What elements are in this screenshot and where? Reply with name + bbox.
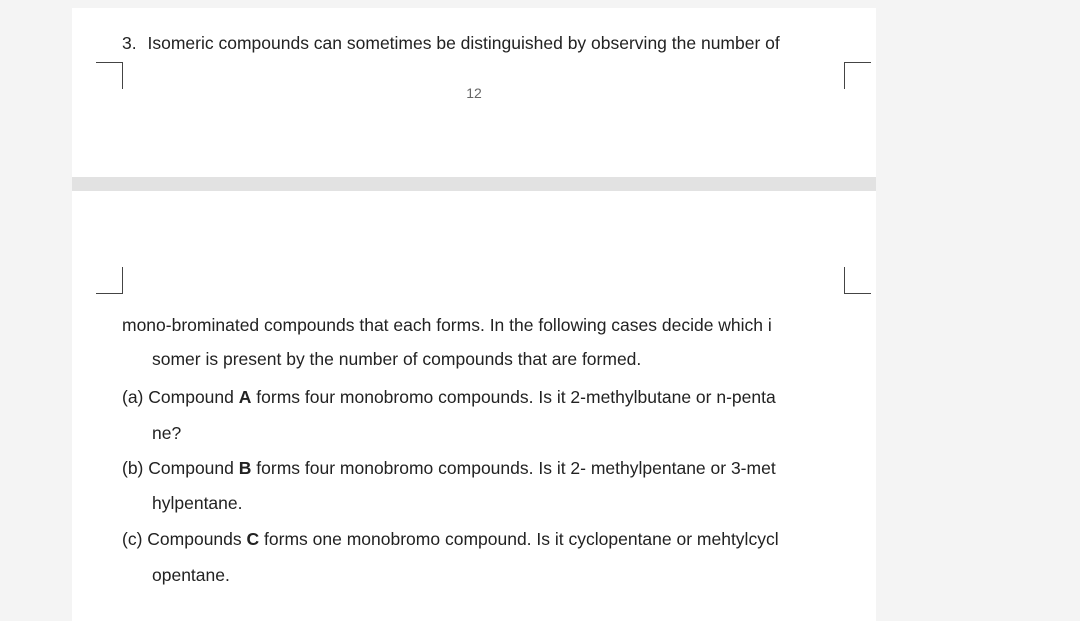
part-b-prefix: Compound bbox=[148, 458, 234, 478]
question-intro-line-2: mono-brominated compounds that each forms. In the following cases decide which i bbox=[122, 315, 772, 335]
part-a-line-1 bbox=[122, 387, 776, 408]
part-a-compound: A bbox=[238, 387, 252, 407]
page-number: 12 bbox=[466, 85, 482, 101]
part-c-line-1 bbox=[122, 529, 779, 550]
part-c-line-2: opentane. bbox=[152, 565, 230, 585]
part-a-label: (a) bbox=[122, 387, 144, 407]
part-c-prefix: Compounds bbox=[147, 529, 242, 549]
part-b-line-1 bbox=[122, 458, 776, 479]
page-break-separator bbox=[72, 177, 876, 191]
part-a-prefix: Compound bbox=[148, 387, 234, 407]
crop-mark-bottom-right bbox=[844, 267, 871, 294]
part-c-compound: C bbox=[246, 529, 260, 549]
document-page-top bbox=[72, 8, 876, 177]
question-number: 3. bbox=[122, 33, 137, 53]
part-b-line-2: hylpentane. bbox=[152, 493, 243, 513]
document-page-bottom bbox=[72, 191, 876, 621]
part-a-text: forms four monobromo compounds. Is it 2-methylbutane or n-penta bbox=[256, 387, 776, 407]
part-b-label: (b) bbox=[122, 458, 144, 478]
part-b-text: forms four monobromo compounds. Is it 2- methylpentane or 3-met bbox=[256, 458, 776, 478]
part-c-text: forms one monobromo compound. Is it cyclopentane or mehtylcycl bbox=[264, 529, 779, 549]
crop-mark-bottom-left bbox=[96, 267, 123, 294]
part-b-compound: B bbox=[238, 458, 252, 478]
question-text: Isomeric compounds can sometimes be distinguished by observing the number of bbox=[147, 33, 780, 53]
part-c-label: (c) bbox=[122, 529, 143, 549]
question-intro-line-3: somer is present by the number of compounds that are formed. bbox=[152, 349, 642, 369]
question-intro-line-1 bbox=[122, 33, 780, 54]
part-a-line-2: ne? bbox=[152, 423, 182, 443]
